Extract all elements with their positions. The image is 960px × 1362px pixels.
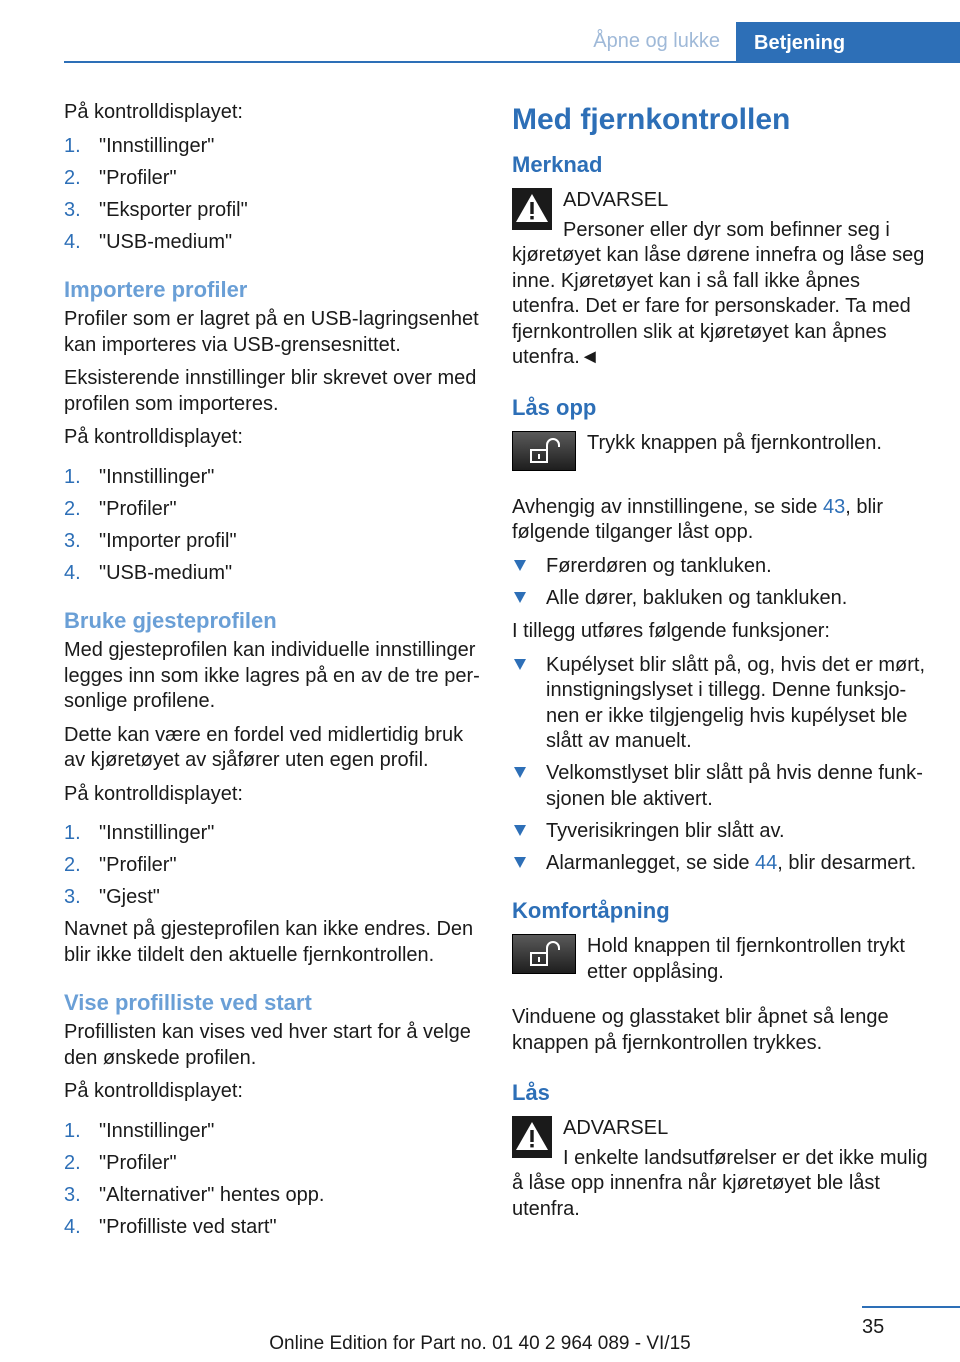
bullet-triangle-icon [514,560,526,571]
page-header [0,0,960,62]
unlock-function-list [512,653,928,877]
list-item: 4. "Profilliste ved start" [64,1215,277,1238]
list-item: 3. "Importer profil" [64,529,237,552]
warning-label: ADVARSEL [563,189,669,211]
list-item: Kupélyset blir slått på, og, hvis det er mørt, innstigningslyset i tillegg. Denne funksjonen er ikke tilgjengelig hvis kupélyset ble slått av manuelt. [512,653,928,755]
list-item: 2. "Profiler" [64,497,177,520]
header-rule [64,61,960,63]
list-item: 1. "Innstillinger" [64,134,215,157]
footer-edition: Online Edition for Part no. 01 40 2 964 089 - VI/15 [269,1333,691,1354]
left-column [64,100,482,1262]
list-item: 2. "Profiler" [64,166,177,189]
unlock-button-icon [512,934,576,974]
warning-box [512,188,928,371]
import-paragraph: På kontrolldisplayet: [64,426,243,448]
right-column [512,100,928,1246]
import-paragraph: Profiler som er lagret på en USB-lagringsenhet kan importeres via USB-grensesnittet. [64,308,479,356]
list-item: Førerdøren og tankluken. [512,554,928,580]
bullet-triangle-icon [514,825,526,836]
comfort-key-row [512,934,928,985]
comfort-key-text: Hold knappen til fjernkontrollen trykt etter opplåsing. [587,935,905,983]
bullet-triangle-icon [514,767,526,778]
page-number: 35 [862,1316,885,1338]
list-item: 2. "Profiler" [64,854,177,876]
list-item: 2. "Profiler" [64,1151,177,1174]
unlock-key-text: Trykk knappen på fjernkontrollen. [587,431,882,454]
unlock-heading: Lås opp [512,394,597,420]
guest-paragraph: På kontrolldisplayet: [64,782,243,805]
bullet-triangle-icon [514,857,526,868]
list-item: 4. "USB-medium" [64,561,233,584]
list-item: 3. "Alternativer" hentes opp. [64,1183,325,1206]
list-item: Alarmanlegget, se side 44, blir desarmert. [512,851,928,877]
list-item: 1. "Innstillinger" [64,822,215,844]
guest-heading: Bruke gjesteprofilen [64,608,277,633]
page-link[interactable]: 44 [755,851,778,874]
comfort-heading: Komfortåpning [512,898,670,923]
list-item: Velkomstlyset blir slått på hvis denne funksjonen ble aktivert. [512,761,928,812]
unlock-paragraph: I tillegg utføres følgende funksjoner: [512,620,830,642]
warning-box [512,1116,928,1222]
warning-text: Personer eller dyr som befinner seg i kjøretøyet kan låse dørene innefra og låse seg inne. Kjøretøyet kan i så fall ikke åpnes utenfra. Det er fare for personskader. Ta med fjernkontrollen slik at kjøretøyet kan åpnes utenfra.◄ [512,218,925,368]
comfort-paragraph: Vinduene og glasstaket blir åpnet så lenge knappen på fjernkontrollen trykkes. [512,1006,889,1054]
list-item: 3. "Eksporter profil" [64,198,248,221]
unlock-key-row [512,431,928,475]
guest-paragraph: Med gjesteprofilen kan individuelle innstillinger legges inn som ikke lagres på en av de tre personlige profilene. [64,639,480,712]
export-steps [64,134,482,256]
footer-rule [862,1306,960,1308]
guest-paragraph: Navnet på gjesteprofilen kan ikke endres. Den blir ikke tildelt den aktuelle fjernkontrollen. [64,918,474,966]
bullet-triangle-icon [514,592,526,603]
intro-text: På kontrolldisplayet: [64,101,243,123]
import-steps [64,465,482,587]
lock-heading: Lås [512,1080,550,1105]
warning-triangle-icon [512,188,552,230]
header-chapter-tab: Betjening [736,22,960,62]
guest-paragraph: Dette kan være en fordel ved midlertidig bruk av kjøretøyet av sjåfører uten egen profil. [64,723,464,771]
list-item: 3. "Gjest" [64,886,160,908]
unlock-access-list [512,554,928,612]
list-item: 4. "USB-medium" [64,230,233,253]
list-item: Alle dører, bakluken og tankluken. [512,586,928,612]
list-item: 1. "Innstillinger" [64,465,215,488]
bullet-triangle-icon [514,659,526,670]
list-item: 1. "Innstillinger" [64,1119,215,1142]
page-link[interactable]: 43 [822,495,846,518]
header-section-title: Åpne og lukke [593,30,720,52]
import-paragraph: Eksisterende innstillinger blir skrevet over med profilen som importeres. [64,367,477,415]
startlist-paragraph: På kontrolldisplayet: [64,1080,243,1102]
startlist-heading: Vise profilliste ved start [64,990,312,1015]
guest-steps [64,821,482,911]
startlist-steps [64,1119,482,1241]
import-heading: Importere profiler [64,277,248,302]
chapter-title: Med fjernkontrollen [512,103,791,136]
unlock-paragraph: Avhengig av innstillingene, se side 43, blir følgende tilganger låst opp. [512,495,883,543]
warning-label: ADVARSEL [563,1117,669,1139]
startlist-paragraph: Profillisten kan vises ved hver start for å velge den ønskede profilen. [64,1021,471,1069]
list-item: Tyverisikringen blir slått av. [512,819,928,845]
warning-text: I enkelte landsutførelser er det ikke mulig å låse opp innenfra når kjøretøyet ble låst utenfra. [512,1146,928,1220]
note-heading: Merknad [512,152,603,177]
unlock-button-icon [512,431,576,471]
warning-triangle-icon [512,1116,552,1158]
